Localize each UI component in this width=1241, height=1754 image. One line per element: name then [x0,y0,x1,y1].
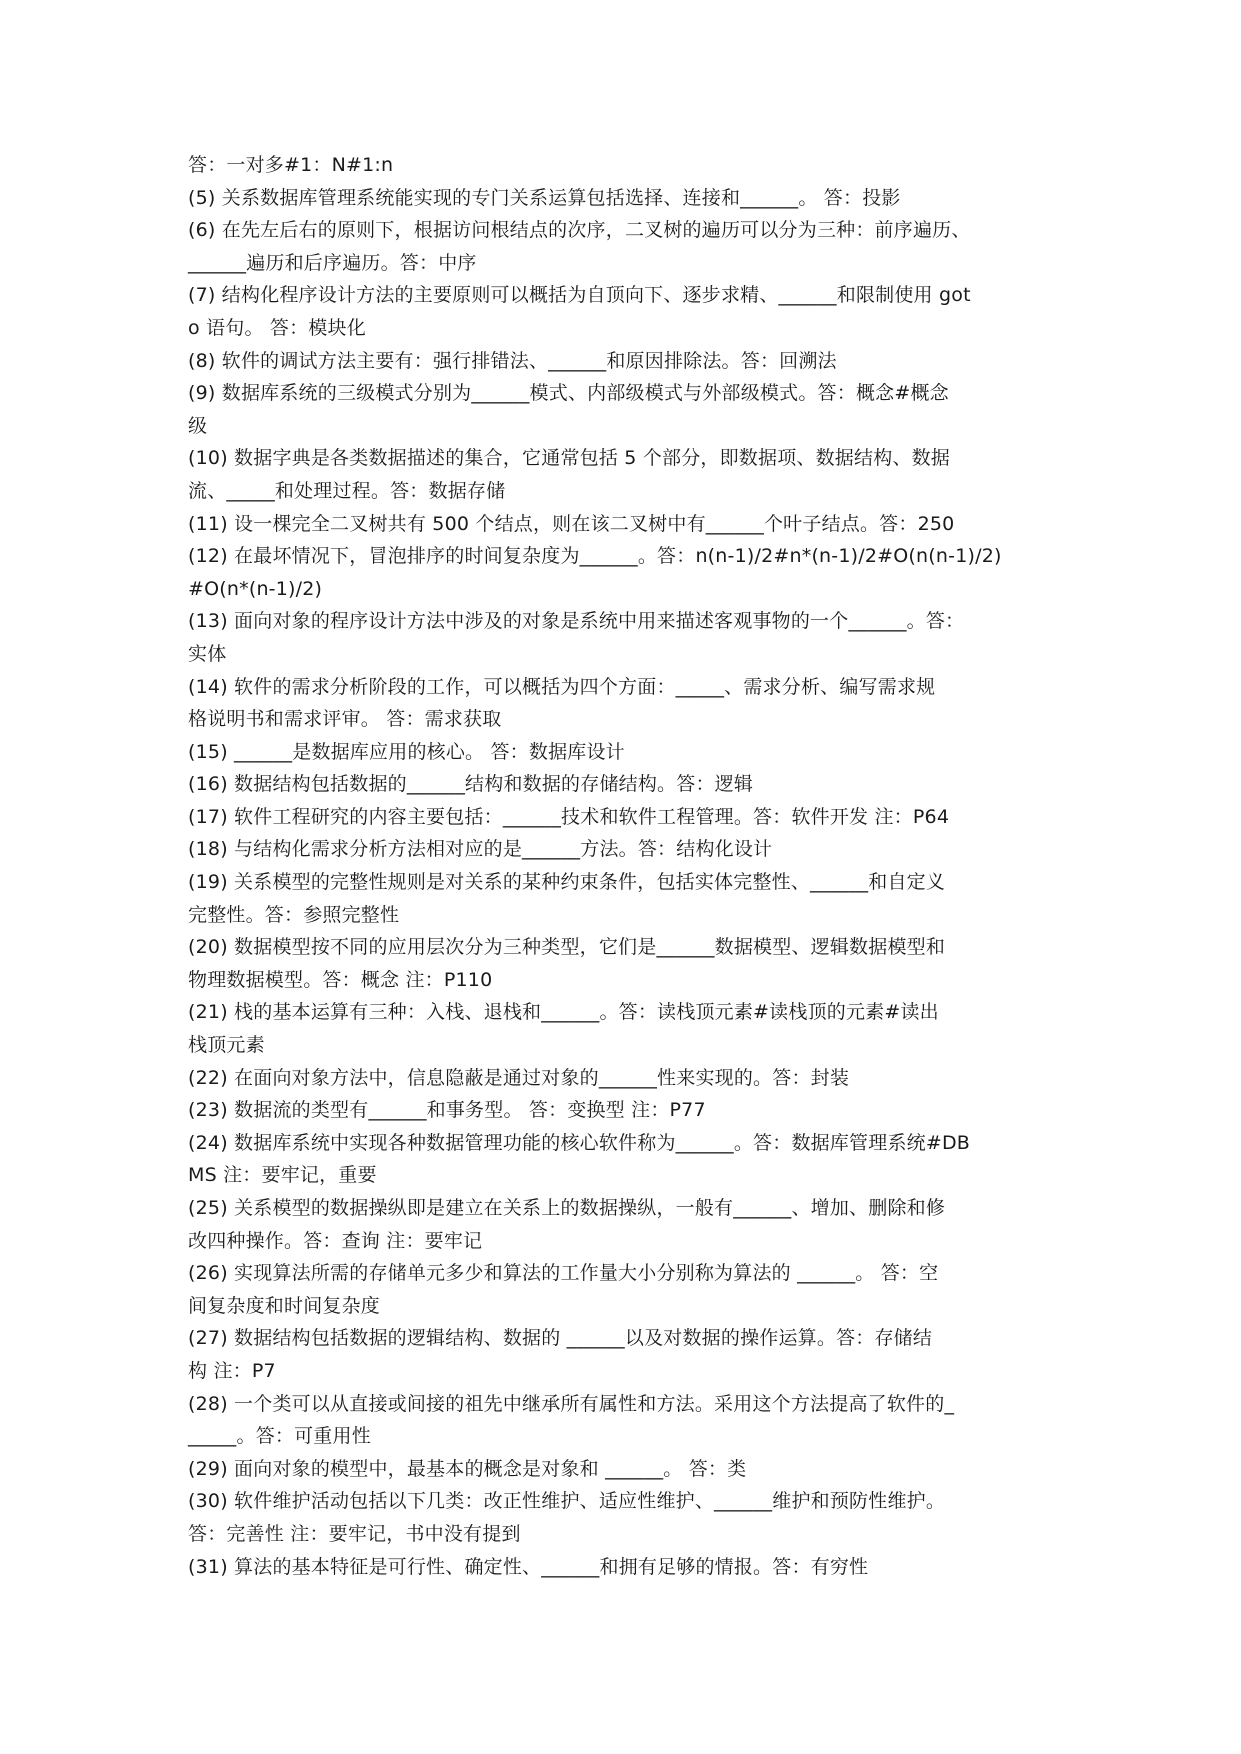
text-line: (7) 结构化程序设计方法的主要原则可以概括为自顶向下、逐步求精、______和限制使用 got [188,284,971,307]
text-line: (28) 一个类可以从直接或间接的祖先中继承所有属性和方法。采用这个方法提高了软件的_ [188,1392,955,1415]
text-line: ______遍历和后序遍历。答：中序 [188,251,477,274]
text-line: _____。答：可重用性 [188,1425,371,1448]
text-line: (27) 数据结构包括数据的逻辑结构、数据的 ______以及对数据的操作运算。答：存储结 [188,1327,933,1350]
text-line: 级 [188,414,208,437]
text-line: (17) 软件工程研究的内容主要包括：______技术和软件工程管理。答：软件开发 注：P64 [188,805,950,828]
text-line: (26) 实现算法所需的存储单元多少和算法的工作量大小分别称为算法的 ______。 答：空 [188,1262,939,1285]
text-line: (15) ______是数据库应用的核心。 答：数据库设计 [188,740,625,763]
text-line: 构 注：P7 [188,1359,276,1382]
text-line: (24) 数据库系统中实现各种数据管理功能的核心软件称为______。答：数据库管理系统#DB [188,1131,971,1154]
text-line: 栈顶元素 [188,1034,265,1057]
text-line: 流、_____和处理过程。答：数据存储 [188,479,506,502]
document-body [188,149,1068,1583]
text-line: (19) 关系模型的完整性规则是对关系的某种约束条件，包括实体完整性、______和自定义 [188,871,946,894]
text-line: (14) 软件的需求分析阶段的工作，可以概括为四个方面：_____、需求分析、编写需求规 [188,675,936,698]
text-line: (21) 栈的基本运算有三种：入栈、退栈和______。答：读栈顶元素#读栈顶的元素#读出 [188,1001,939,1024]
text-line: 格说明书和需求评审。 答：需求获取 [188,708,502,731]
text-line: (22) 在面向对象方法中，信息隐蔽是通过对象的______性来实现的。答：封装 [188,1066,850,1089]
text-line: (10) 数据字典是各类数据描述的集合，它通常包括 5 个部分，即数据项、数据结构、数据 [188,447,951,470]
text-line: 答：一对多#1：N#1:n [188,154,394,176]
text-line: (5) 关系数据库管理系统能实现的专门关系运算包括选择、连接和______。 答：投影 [188,186,901,209]
text-line: (18) 与结构化需求分析方法相对应的是______方法。答：结构化设计 [188,838,773,861]
text-line: (12) 在最坏情况下，冒泡排序的时间复杂度为______。答：n(n-1)/2#n*(n-1)/2#O(n(n-1)/2) [188,545,1002,568]
text-line: (13) 面向对象的程序设计方法中涉及的对象是系统中用来描述客观事物的一个______。答： [188,610,965,633]
text-line: (8) 软件的调试方法主要有：强行排错法、______和原因排除法。答：回溯法 [188,349,837,372]
text-line: (30) 软件维护活动包括以下几类：改正性维护、适应性维护、______维护和预防性维护。 [188,1490,946,1513]
text-line: (20) 数据模型按不同的应用层次分为三种类型，它们是______数据模型、逻辑数据模型和 [188,936,946,959]
text-line: (23) 数据流的类型有______和事务型。 答：变换型 注：P77 [188,1099,706,1122]
text-line: o 语句。 答：模块化 [188,316,366,339]
text-line: MS 注：要牢记，重要 [188,1164,377,1187]
text-line: 物理数据模型。答：概念 注：P110 [188,968,493,991]
text-line: #O(n*(n-1)/2) [188,577,323,600]
text-line: (6) 在先左后右的原则下，根据访问根结点的次序，二叉树的遍历可以分为三种：前序遍历、 [188,219,971,242]
text-line: 改四种操作。答：查询 注：要牢记 [188,1229,483,1252]
text-line: (31) 算法的基本特征是可行性、确定性、______和拥有足够的情报。答：有穷性 [188,1555,869,1578]
text-line: 实体 [188,642,227,665]
text-line: 完整性。答：参照完整性 [188,903,400,926]
text-line: (9) 数据库系统的三级模式分别为______模式、内部级模式与外部级模式。答：概念#概念 [188,382,949,405]
text-line: 间复杂度和时间复杂度 [188,1294,381,1317]
text-line: (25) 关系模型的数据操纵即是建立在关系上的数据操纵，一般有______、增加、删除和修 [188,1197,946,1219]
text-line: 答：完善性 注：要牢记，书中没有提到 [188,1522,521,1545]
text-line: (16) 数据结构包括数据的______结构和数据的存储结构。答：逻辑 [188,773,754,796]
text-line: (11) 设一棵完全二叉树共有 500 个结点，则在该二叉树中有______个叶子结点。答：250 [188,512,955,535]
text-line: (29) 面向对象的模型中，最基本的概念是对象和 ______。 答：类 [188,1457,747,1480]
